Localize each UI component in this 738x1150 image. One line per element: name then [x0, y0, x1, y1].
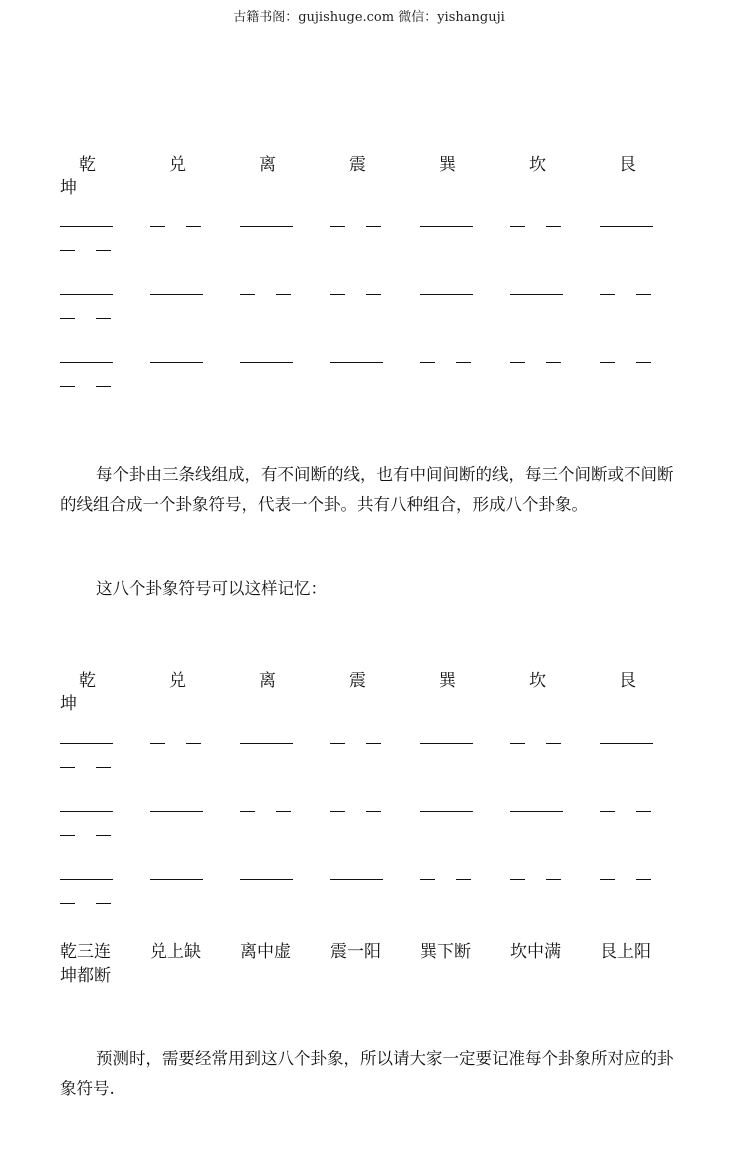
table1-line-r1-c6: [600, 294, 653, 295]
table1-line-r2-c0: [60, 362, 113, 363]
table2-mnemonic-3: 震一阳: [330, 942, 381, 962]
table2-line-r0-c1: [150, 743, 203, 744]
table1-line-r1-c1: [150, 294, 203, 295]
table1-line-r1-c4: [420, 294, 473, 295]
table2-mnemonic-7: 坤都断: [60, 966, 111, 986]
table2-name-7: 坤: [60, 694, 77, 714]
table2-line-r1-c5: [510, 811, 563, 812]
table2-line-r0-c7: [60, 767, 113, 768]
table1-line-r2-c4: [420, 362, 473, 363]
page-header-watermark: 古籍书阁：gujishuge.com 微信：yishanguji: [233, 10, 505, 25]
paragraph-trigram-explanation: 每个卦由三条线组成，有不间断的线，也有中间间断的线，每三个间断或不间断的线组合成一个卦象符号，代表一个卦。共有八种组合，形成八个卦象。: [60, 465, 674, 514]
table1-name-3: 震: [349, 155, 366, 175]
table2-line-r1-c2: [240, 811, 293, 812]
table1-name-1: 兑: [169, 155, 186, 175]
table1-line-r0-c6: [600, 226, 653, 227]
table1-name-5: 坎: [529, 155, 546, 175]
table1-line-r0-c1: [150, 226, 203, 227]
table1-name-4: 巽: [439, 155, 456, 175]
table2-line-r0-c6: [600, 743, 653, 744]
table2-line-r2-c7: [60, 903, 113, 904]
table1-line-r2-c2: [240, 362, 293, 363]
table1-line-r0-c2: [240, 226, 293, 227]
table2-line-r2-c4: [420, 879, 473, 880]
table2-name-2: 离: [259, 671, 276, 691]
table1-line-r0-c7: [60, 250, 113, 251]
table2-line-r2-c5: [510, 879, 563, 880]
table2-name-3: 震: [349, 671, 366, 691]
table1-line-r1-c7: [60, 318, 113, 319]
table2-mnemonic-0: 乾三连: [60, 942, 111, 962]
table2-name-6: 艮: [619, 671, 636, 691]
table2-mnemonic-6: 艮上阳: [600, 942, 651, 962]
table1-line-r2-c5: [510, 362, 563, 363]
table1-line-r1-c5: [510, 294, 563, 295]
table1-line-r2-c3: [330, 362, 383, 363]
table1-line-r1-c0: [60, 294, 113, 295]
table2-name-0: 乾: [79, 671, 96, 691]
table1-name-6: 艮: [619, 155, 636, 175]
table2-name-4: 巽: [439, 671, 456, 691]
paragraph-mnemonic-intro: 这八个卦象符号可以这样记忆：: [96, 579, 327, 598]
table1-line-r1-c3: [330, 294, 383, 295]
table1-line-r0-c0: [60, 226, 113, 227]
table2-line-r2-c0: [60, 879, 113, 880]
table2-mnemonic-1: 兑上缺: [150, 942, 201, 962]
table2-line-r2-c1: [150, 879, 203, 880]
table1-line-r0-c4: [420, 226, 473, 227]
table2-line-r2-c6: [600, 879, 653, 880]
table1-line-r2-c6: [600, 362, 653, 363]
table1-name-2: 离: [259, 155, 276, 175]
table1-line-r0-c5: [510, 226, 563, 227]
table1-line-r2-c7: [60, 386, 113, 387]
table2-mnemonic-2: 离中虚: [240, 942, 291, 962]
table2-line-r0-c2: [240, 743, 293, 744]
table2-line-r1-c0: [60, 811, 113, 812]
table2-line-r0-c4: [420, 743, 473, 744]
table2-mnemonic-4: 巽下断: [420, 942, 471, 962]
table2-line-r1-c4: [420, 811, 473, 812]
table2-line-r1-c7: [60, 835, 113, 836]
table2-line-r1-c3: [330, 811, 383, 812]
table1-name-0: 乾: [79, 155, 96, 175]
table2-name-1: 兑: [169, 671, 186, 691]
table1-line-r0-c3: [330, 226, 383, 227]
table1-line-r2-c1: [150, 362, 203, 363]
table2-line-r1-c6: [600, 811, 653, 812]
table1-name-7: 坤: [60, 178, 77, 198]
paragraph-conclusion: 预测时，需要经常用到这八个卦象，所以请大家一定要记准每个卦象所对应的卦象符号.: [60, 1049, 674, 1098]
table2-line-r2-c3: [330, 879, 383, 880]
table2-name-5: 坎: [529, 671, 546, 691]
table2-line-r0-c3: [330, 743, 383, 744]
table1-line-r1-c2: [240, 294, 293, 295]
table2-line-r0-c5: [510, 743, 563, 744]
table2-line-r2-c2: [240, 879, 293, 880]
table2-line-r0-c0: [60, 743, 113, 744]
table2-line-r1-c1: [150, 811, 203, 812]
table2-mnemonic-5: 坎中满: [510, 942, 561, 962]
